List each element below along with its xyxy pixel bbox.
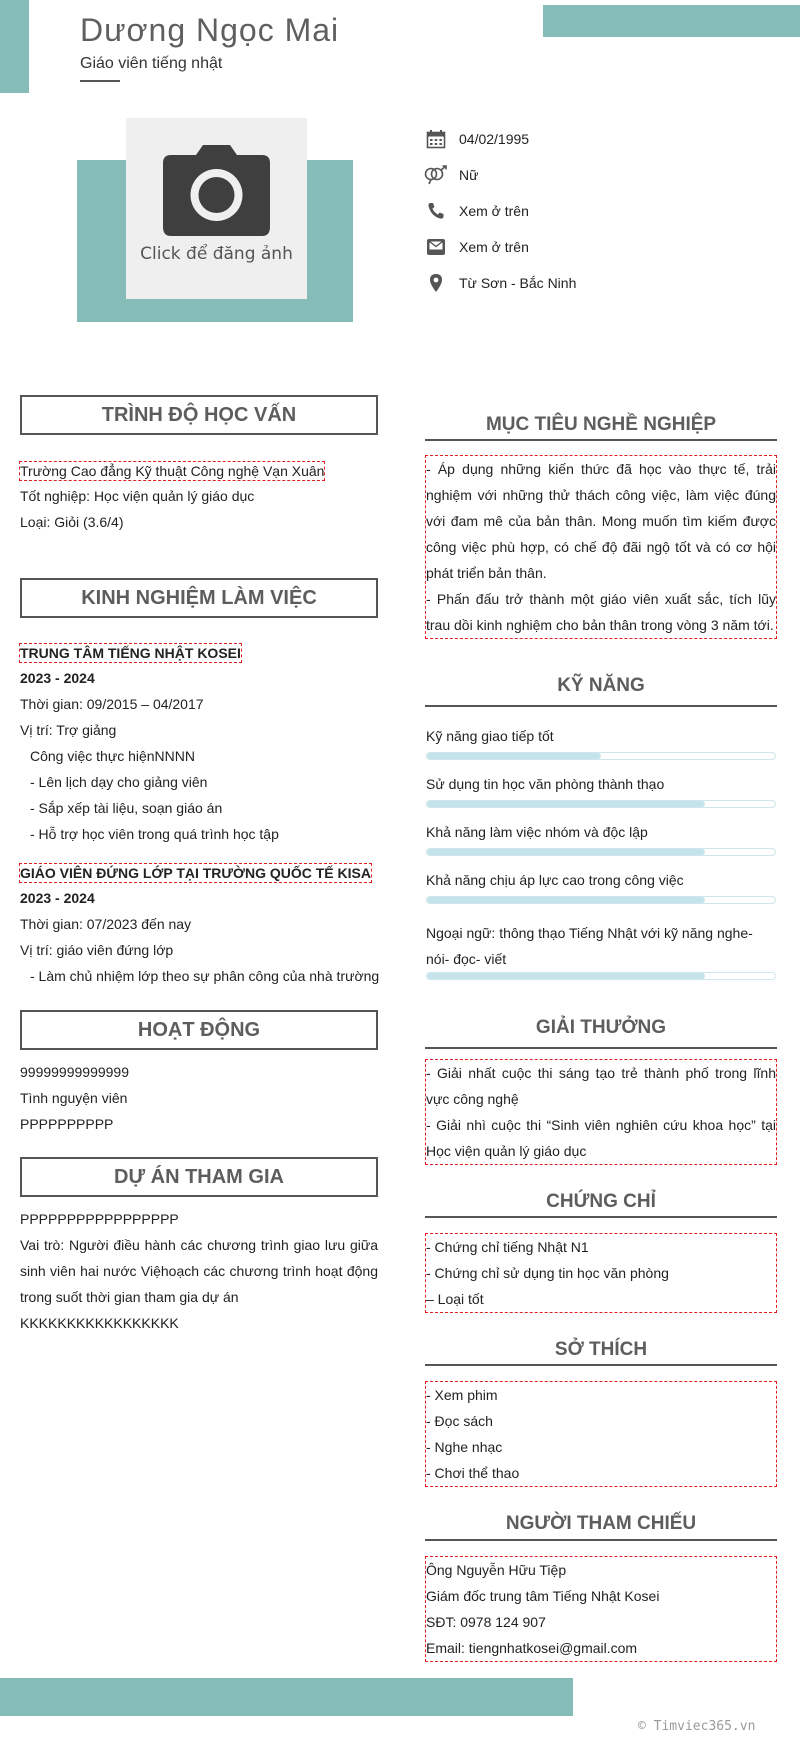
references-box [425, 1556, 777, 1662]
references-divider [425, 1539, 777, 1541]
project-title: PPPPPPPPPPPPPPPPP [20, 1211, 179, 1227]
certificate-item: - Chứng chỉ tiếng Nhật N1 [426, 1239, 589, 1255]
certificates-box [425, 1233, 777, 1313]
objective-paragraph: - Áp dụng những kiến thức đã học vào thực tế, trải nghiệm với những thử thách công việc, làm việc đúng với đam mê của bản thân. Mong muốn tìm kiếm được công việc phù hợp, có chế độ đãi ngộ tốt và có cơ hội phát triển bản thân. [426, 461, 776, 581]
skill-label: Ngoại ngữ: thông thạo Tiếng Nhật với kỹ năng nghe- nói- đọc- viết [426, 925, 753, 967]
email-icon [423, 236, 449, 258]
job-company: GIÁO VIÊN ĐỨNG LỚP TẠI TRƯỜNG QUỐC TẾ KISA [20, 865, 371, 881]
awards-divider [425, 1047, 777, 1049]
objective-box [425, 455, 777, 639]
award-item: - Giải nhì cuộc thi “Sinh viên nghiên cứu khoa học” tại Học viện quản lý giáo dục [426, 1117, 776, 1159]
gender-icon [423, 164, 449, 186]
calendar-icon [423, 128, 449, 150]
job-detail: - Sắp xếp tài liệu, soạn giáo án [30, 800, 223, 816]
hobbies-box [425, 1381, 777, 1487]
photo-upload[interactable] [126, 118, 307, 299]
skill-fill [427, 849, 705, 855]
projects-heading: DỰ ÁN THAM GIA [20, 1157, 378, 1197]
job-time: Thời gian: 07/2023 đến nay [20, 916, 192, 932]
job-detail: - Hỗ trợ học viên trong quá trình học tập [30, 826, 279, 842]
education-school: Trường Cao đẳng Kỹ thuật Công nghệ Vạn Xuân [20, 463, 325, 479]
accent-block-top-right [543, 5, 800, 37]
references-heading: NGƯỜI THAM CHIẾU [505, 1513, 697, 1534]
education-heading: TRÌNH ĐỘ HỌC VẤN [20, 395, 378, 435]
photo-upload-label: Click để đăng ảnh [140, 244, 293, 264]
skill-fill [427, 973, 705, 979]
hobbies-heading: SỞ THÍCH [554, 1339, 648, 1360]
contact-dob [423, 126, 529, 152]
accent-block-top-left [0, 0, 29, 93]
hobby-item: - Chơi thể thao [426, 1465, 520, 1481]
objective-heading: MỤC TIÊU NGHỀ NGHIỆP [485, 414, 717, 435]
skill-label: Khả năng chịu áp lực cao trong công việc [426, 872, 684, 888]
candidate-name: Dương Ngọc Mai [80, 12, 340, 48]
awards-heading: GIẢI THƯỞNG [535, 1017, 667, 1038]
skills-heading: KỸ NĂNG [557, 675, 645, 696]
job-position: Vị trí: Trợ giảng [20, 722, 117, 738]
objective-paragraph: - Phấn đấu trở thành một giáo viên xuất sắc, tích lũy trau dồi kinh nghiệm cho bản thân trong vòng 3 năm tới. [426, 591, 776, 633]
hobby-item: - Xem phim [426, 1387, 498, 1403]
camera-icon [162, 143, 271, 240]
watermark: © Timviec365.vn [638, 1719, 756, 1734]
certificate-item: - Chứng chỉ sử dụng tin học văn phòng [426, 1265, 669, 1281]
reference-item: Ông Nguyễn Hữu Tiệp [426, 1562, 567, 1578]
job-detail: - Lên lịch dạy cho giảng viên [30, 774, 208, 790]
hobby-item: - Đọc sách [426, 1413, 493, 1429]
education-graduated: Tốt nghiệp: Học viện quản lý giáo dục [20, 488, 255, 504]
skill-bar [426, 752, 776, 760]
email-text: Xem ở trên [459, 239, 529, 255]
job-years: 2023 - 2024 [20, 890, 95, 906]
activity-item: Tình nguyện viên [20, 1090, 128, 1106]
activity-item: PPPPPPPPPP [20, 1116, 114, 1132]
experience-heading: KINH NGHIỆM LÀM VIỆC [20, 578, 378, 618]
objective-divider [425, 439, 777, 441]
activity-item: 99999999999999 [20, 1064, 130, 1080]
contact-address [423, 270, 576, 296]
project-footer: KKKKKKKKKKKKKKKKK [20, 1315, 179, 1331]
skill-label: Kỹ năng giao tiếp tốt [426, 728, 554, 744]
reference-item: Giám đốc trung tâm Tiếng Nhật Kosei [426, 1588, 660, 1604]
job-detail: - Làm chủ nhiệm lớp theo sự phân công của nhà trường [30, 968, 380, 984]
contact-email [423, 234, 529, 260]
job-title: Giáo viên tiếng nhật [80, 55, 223, 72]
address-text: Từ Sơn - Bắc Ninh [459, 275, 577, 291]
contact-gender [423, 162, 478, 188]
job-detail: Công việc thực hiệnNNNN [30, 748, 195, 764]
certificates-heading: CHỨNG CHỈ [546, 1191, 656, 1212]
skill-bar [426, 848, 776, 856]
job-company: TRUNG TÂM TIẾNG NHẬT KOSEI [20, 645, 241, 661]
skill-fill [427, 801, 705, 807]
phone-text: Xem ở trên [459, 203, 529, 219]
hobbies-divider [425, 1364, 777, 1366]
activities-heading: HOẠT ĐỘNG [20, 1010, 378, 1050]
reference-item: Email: tiengnhatkosei@gmail.com [426, 1640, 638, 1656]
project-description: Vai trò: Người điều hành các chương trình giao lưu giữa sinh viên hai nước Việhoạch các chương trình hoạt động trong suốt thời gian tham gia dự án [20, 1237, 378, 1305]
phone-icon [423, 200, 449, 222]
education-grade: Loại: Giỏi (3.6/4) [20, 514, 124, 530]
hobby-item: - Nghe nhạc [426, 1439, 503, 1455]
job-position: Vị trí: giáo viên đứng lớp [20, 942, 174, 958]
skill-bar [426, 972, 776, 980]
contact-phone [423, 198, 529, 224]
certificates-divider [425, 1216, 777, 1218]
dob-text: 04/02/1995 [459, 131, 530, 147]
skill-label: Khả năng làm việc nhóm và độc lập [426, 824, 648, 840]
skill-fill [427, 897, 705, 903]
skill-label: Sử dụng tin học văn phòng thành thạo [426, 776, 665, 792]
reference-item: SĐT: 0978 124 907 [426, 1614, 546, 1630]
skill-bar [426, 896, 776, 904]
skill-fill [427, 753, 601, 759]
accent-block-bottom [0, 1678, 573, 1716]
job-time: Thời gian: 09/2015 – 04/2017 [20, 696, 204, 712]
awards-box [425, 1059, 777, 1165]
certificate-item: – Loại tốt [426, 1291, 484, 1307]
location-icon [423, 272, 449, 294]
job-years: 2023 - 2024 [20, 670, 95, 686]
gender-text: Nữ [459, 167, 479, 183]
skills-divider [425, 705, 777, 707]
skill-bar [426, 800, 776, 808]
award-item: - Giải nhất cuộc thi sáng tạo trẻ thành phố trong lĩnh vực công nghệ [426, 1065, 776, 1107]
title-underline [80, 80, 120, 82]
